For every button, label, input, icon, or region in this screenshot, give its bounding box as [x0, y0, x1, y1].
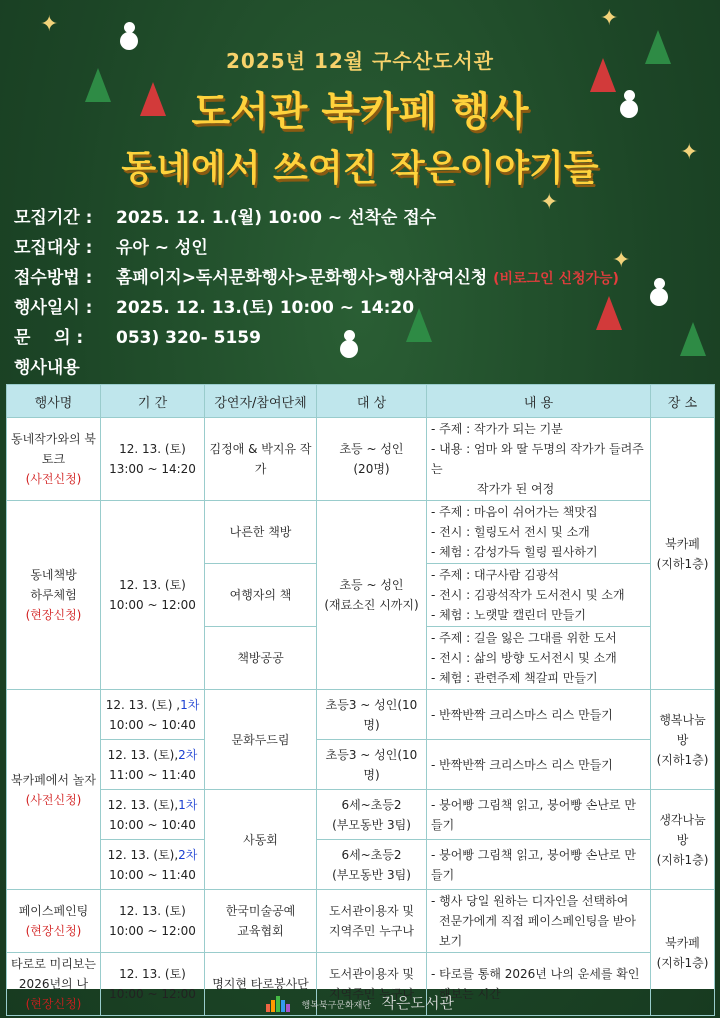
info-note: (비로그인 신청가능) — [493, 271, 619, 287]
info-method — [14, 263, 619, 288]
info-key: 행사일시 : — [14, 298, 93, 318]
christmas-tree-icon — [596, 296, 622, 330]
info-value: 유아 ~ 성인 — [116, 238, 208, 258]
period-cell: 12. 13. (토) 10:00 ~ 12:00 — [101, 953, 205, 1016]
snowman-icon — [340, 330, 358, 360]
event-name-cell: 동네책방 하루체험 (현장신청) — [7, 501, 101, 690]
table-header-row — [7, 385, 715, 418]
header-cell: 내 용 — [427, 385, 651, 418]
star-icon: ✦ — [680, 140, 699, 165]
speaker-cell: 책방공공 — [205, 627, 317, 690]
content-cell: - 주제 : 마음이 쉬어가는 책맛집 - 전시 : 힐링도서 전시 및 소개 - 체험 : 감성가득 힐링 필사하기 — [427, 501, 651, 564]
info-value: 홈페이지>독서문화행사>문화행사>행사참여신청 — [116, 268, 488, 288]
footer-org: 행복북구문화재단 — [301, 1001, 372, 1011]
header-cell: 강연자/참여단체 — [205, 385, 317, 418]
footer-name: 작은도서관 — [381, 994, 454, 1012]
info-contact — [14, 323, 261, 348]
content-cell: - 주제 : 길을 잃은 그대를 위한 도서 - 전시 : 삶의 방향 도서전시 및 소개 - 체험 : 관련주제 책갈피 만들기 — [427, 627, 651, 690]
info-period — [14, 203, 436, 228]
content-cell: - 타로를 통해 2026년 나의 운세를 확인 해보는 시간 — [427, 953, 651, 1016]
info-key: 문 의 : — [14, 328, 84, 348]
period-cell: 12. 13. (토) 13:00 ~ 14:20 — [101, 418, 205, 501]
table-row — [7, 418, 715, 501]
event-subtitle: 2025년 12월 구수산도서관 — [226, 49, 494, 73]
star-icon: ✦ — [540, 190, 559, 215]
period-cell: 12. 13. (토) ,1차 10:00 ~ 10:40 — [101, 690, 205, 740]
period-cell: 12. 13. (토),1차 10:00 ~ 10:40 — [101, 790, 205, 840]
event-table — [6, 384, 715, 1016]
event-name-cell: 북카페에서 놀자 (사전신청) — [7, 690, 101, 890]
header-cell: 대 상 — [317, 385, 427, 418]
foundation-logo-icon — [266, 996, 291, 1012]
star-icon: ✦ — [600, 6, 619, 31]
content-cell: - 주제 : 작가가 되는 기분 - 내용 : 엄마 와 딸 두명의 작가가 들려주는 작가가 된 여정 — [427, 418, 651, 501]
event-name-cell: 페이스페인팅 (현장신청) — [7, 890, 101, 953]
target-cell: 초등3 ~ 성인(10명) — [317, 690, 427, 740]
target-cell: 초등 ~ 성인 (20명) — [317, 418, 427, 501]
table-row — [7, 790, 715, 840]
header-cell: 행사명 — [7, 385, 101, 418]
target-cell: 도서관이용자 및 지역주민 누구나 — [317, 953, 427, 1016]
period-cell: 12. 13. (토) 10:00 ~ 12:00 — [101, 890, 205, 953]
info-target — [14, 233, 208, 258]
table-row — [7, 501, 715, 564]
event-theme: 동네에서 쓰여진 작은이야기들 — [121, 148, 599, 189]
content-cell: - 붕어빵 그림책 읽고, 붕어빵 손난로 만들기 — [427, 840, 651, 890]
christmas-tree-icon — [680, 322, 706, 356]
star-icon: ✦ — [40, 12, 59, 37]
footer-logo — [0, 992, 720, 1018]
info-key: 접수방법 : — [14, 268, 93, 288]
content-cell: - 붕어빵 그림책 읽고, 붕어빵 손난로 만들기 — [427, 790, 651, 840]
period-cell: 12. 13. (토),2차 10:00 ~ 11:40 — [101, 840, 205, 890]
target-cell: 6세~초등2 (부모동반 3팀) — [317, 840, 427, 890]
target-cell: 도서관이용자 및 지역주민 누구나 — [317, 890, 427, 953]
period-cell: 12. 13. (토),2차 11:00 ~ 11:40 — [101, 740, 205, 790]
content-cell: - 주제 : 대구사람 김광석 - 전시 : 김광석작가 도서전시 및 소개 - 체험 : 노랫말 캘린더 만들기 — [427, 564, 651, 627]
speaker-cell: 여행자의 책 — [205, 564, 317, 627]
target-cell: 초등 ~ 성인 (재료소진 시까지) — [317, 501, 427, 690]
table-row — [7, 840, 715, 890]
place-cell: 생각나눔방 (지하1층) — [651, 790, 715, 890]
table-row — [7, 740, 715, 790]
info-value: 053) 320- 5159 — [116, 328, 261, 348]
speaker-cell: 김정애 & 박지유 작가 — [205, 418, 317, 501]
info-key: 모집기간 : — [14, 208, 93, 228]
header-cell: 기 간 — [101, 385, 205, 418]
speaker-cell: 한국미술공예 교육협회 — [205, 890, 317, 953]
place-cell: 북카페 (지하1층) — [651, 890, 715, 1016]
target-cell: 6세~초등2 (부모동반 3팀) — [317, 790, 427, 840]
table-row — [7, 890, 715, 953]
table-row — [7, 690, 715, 740]
info-key: 모집대상 : — [14, 238, 93, 258]
info-datetime — [14, 293, 414, 318]
event-title: 도서관 북카페 행사 — [191, 89, 529, 135]
target-cell: 초등3 ~ 성인(10명) — [317, 740, 427, 790]
speaker-cell: 나른한 책방 — [205, 501, 317, 564]
event-name-cell: 동네작가와의 북토크 (사전신청) — [7, 418, 101, 501]
snowman-icon — [650, 278, 668, 308]
section-label: 행사내용 — [14, 358, 80, 378]
place-cell: 행복나눔방 (지하1층) — [651, 690, 715, 790]
content-cell: - 반짝반짝 크리스마스 리스 만들기 — [427, 740, 651, 790]
period-cell: 12. 13. (토) 10:00 ~ 12:00 — [101, 501, 205, 690]
speaker-cell: 명지현 타로봉사단 — [205, 953, 317, 1016]
speaker-cell: 문화두드림 — [205, 690, 317, 790]
event-name-cell: 타로로 미리보는 2026년의 나 (현장신청) — [7, 953, 101, 1016]
info-value: 2025. 12. 1.(월) 10:00 ~ 선착순 접수 — [116, 208, 437, 228]
content-cell: - 반짝반짝 크리스마스 리스 만들기 — [427, 690, 651, 740]
place-cell: 북카페 (지하1층) — [651, 418, 715, 690]
star-icon: ✦ — [612, 248, 631, 273]
header-cell: 장 소 — [651, 385, 715, 418]
speaker-cell: 사동회 — [205, 790, 317, 890]
content-cell: - 행사 당일 원하는 디자인을 선택하여 전문가에게 직접 페이스페인팅을 받아보기 — [427, 890, 651, 953]
info-value: 2025. 12. 13.(토) 10:00 ~ 14:20 — [116, 298, 415, 318]
